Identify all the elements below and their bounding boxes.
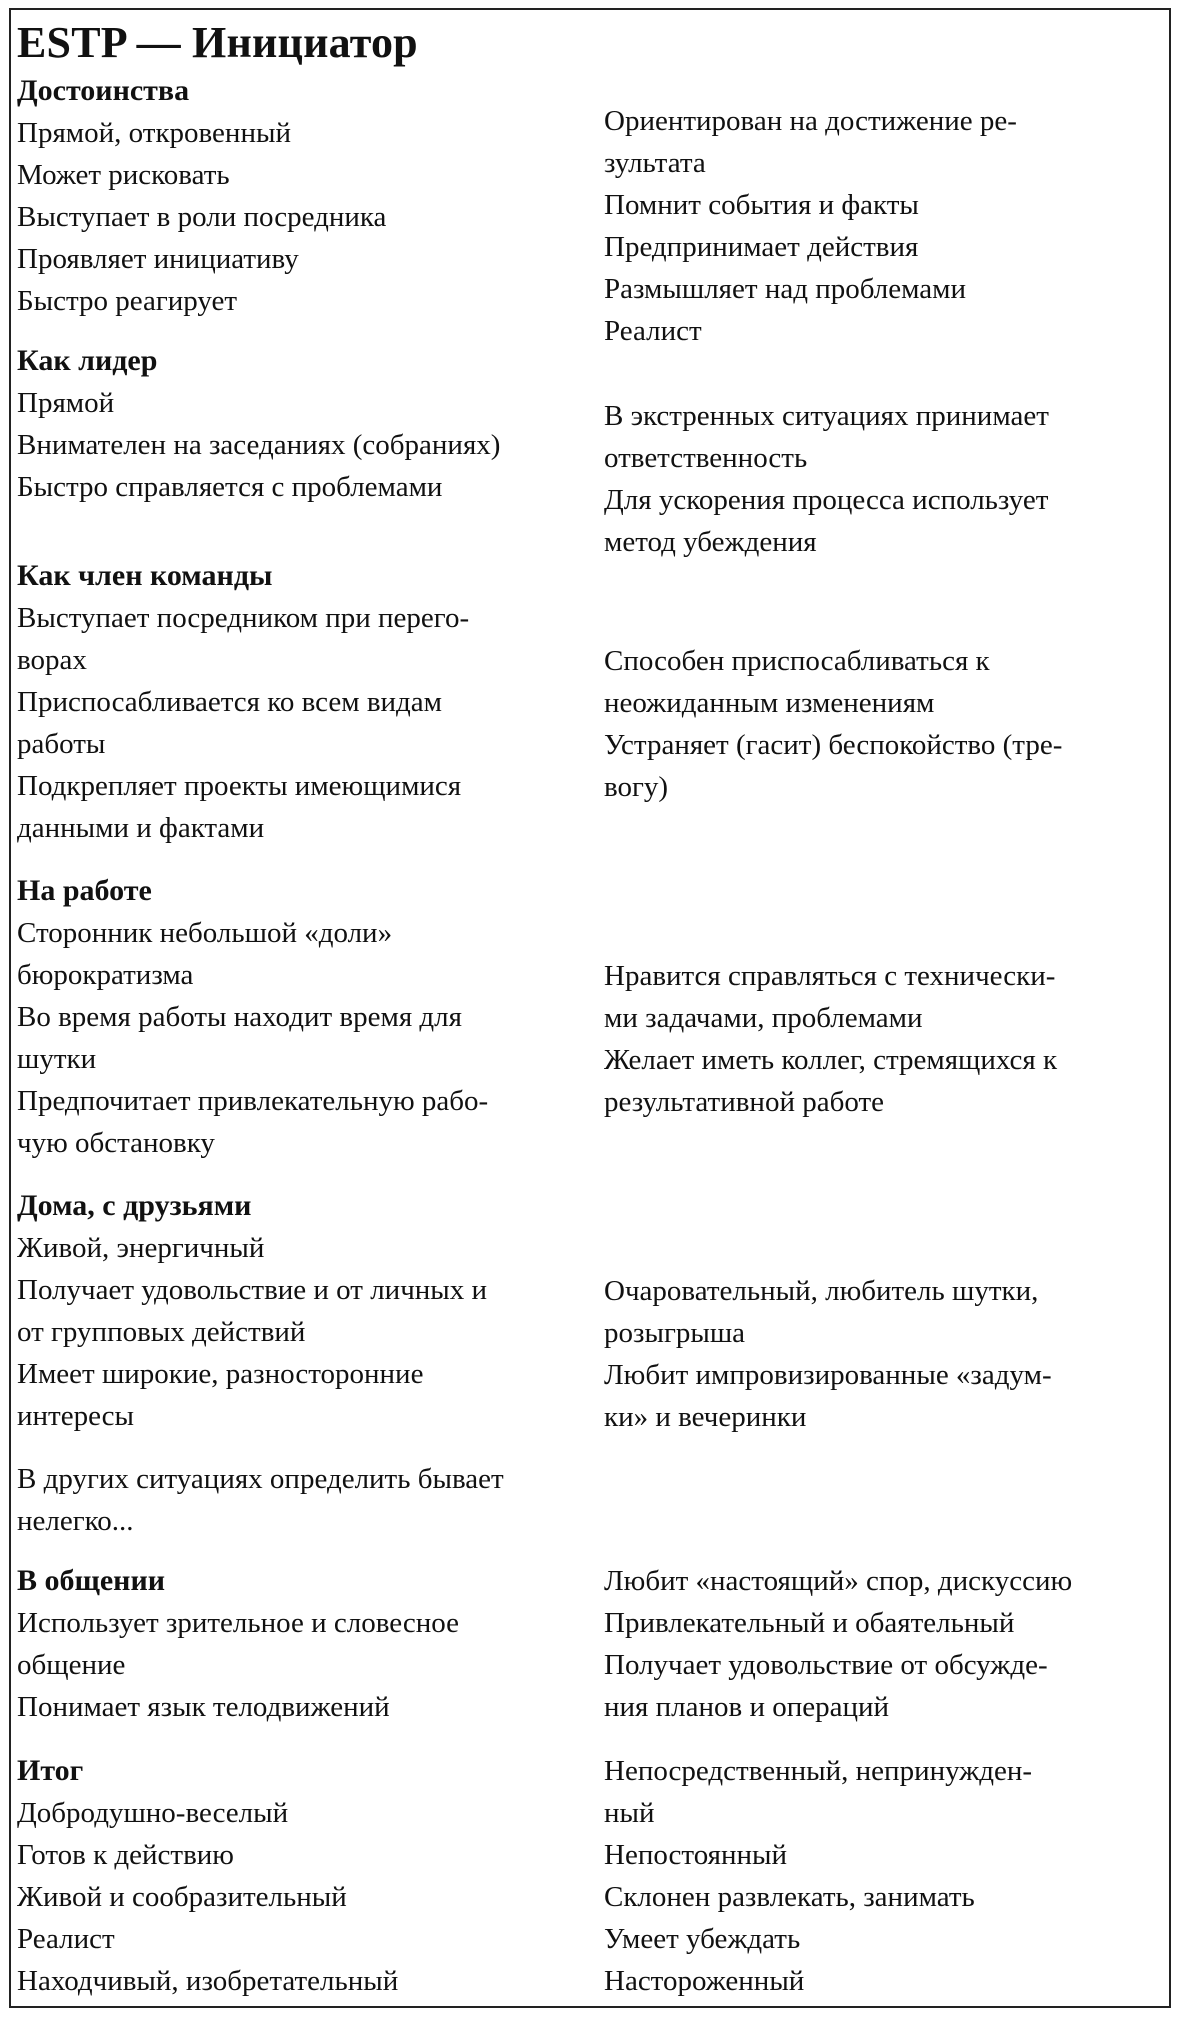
section-heading: Дома, с друзьями (17, 1189, 252, 1222)
list-item: Получает удовольствие и от личных и от групповых действий (17, 1274, 488, 1348)
list-item: Помнит события и факты (604, 189, 919, 221)
left-column (17, 1602, 597, 1728)
right-column (604, 955, 1171, 1123)
list-item: Склонен развлекать, занимать (604, 1881, 975, 1913)
section-heading: Достоинства (17, 74, 190, 107)
right-column (604, 1270, 1171, 1438)
list-item: В экстренных ситуациях принимает ответственность (604, 400, 1049, 474)
list-item: Реалист (17, 1923, 115, 1955)
list-item: Использует зрительное и словесное общение (17, 1607, 459, 1681)
list-item: Во время работы находит время для шутки (17, 1001, 462, 1075)
left-column (17, 112, 597, 322)
list-item: Живой, энергичный (17, 1232, 265, 1264)
list-item: Может рисковать (17, 159, 230, 191)
left-column (17, 1792, 597, 2002)
list-item: Предпочитает привлекательную рабо- чую обстановку (17, 1085, 489, 1159)
list-item: Очаровательный, любитель шутки, розыгрыша (604, 1275, 1039, 1349)
list-item: Непостоянный (604, 1839, 788, 1871)
list-item: Внимателен на заседаниях (собраниях) (17, 429, 501, 461)
list-item: Желает иметь коллег, стремящихся к результативной работе (604, 1044, 1058, 1118)
list-item: Умеет убеждать (604, 1923, 801, 1955)
right-column (604, 1750, 1171, 2002)
note-text: В других ситуациях определить бывает нелегко... (17, 1463, 504, 1537)
right-column (604, 640, 1171, 808)
section-heading: Итог (17, 1754, 84, 1787)
list-item: Ориентирован на достижение ре- зультата (604, 105, 1017, 179)
left-column (17, 597, 597, 849)
list-item: Понимает язык телодвижений (17, 1691, 390, 1723)
list-item: Реалист (604, 315, 702, 347)
list-item: Предпринимает действия (604, 231, 919, 263)
list-item: Непосредственный, непринужден- ный (604, 1755, 1033, 1829)
document-frame (9, 8, 1171, 2008)
list-item: Нравится справляться с технически- ми задачами, проблемами (604, 960, 1056, 1034)
section-heading: Как член команды (17, 559, 273, 592)
list-item: Прямой, откровенный (17, 117, 291, 149)
list-item: Устраняет (гасит) беспокойство (тре- вогу) (604, 729, 1063, 803)
list-item: Любит импровизированные «задум- ки» и вечеринки (604, 1359, 1052, 1433)
page-title: ESTP — Инициатор (17, 18, 418, 67)
left-column (17, 912, 597, 1164)
left-column (17, 382, 597, 508)
list-item: Выступает в роли посредника (17, 201, 387, 233)
list-item: Готов к действию (17, 1839, 234, 1871)
right-column (604, 100, 1171, 352)
list-item: Имеет широкие, разносторонние интересы (17, 1358, 424, 1432)
list-item: Проявляет инициативу (17, 243, 299, 275)
list-item: Находчивый, изобретательный (17, 1965, 399, 1997)
list-item: Подкрепляет проекты имеющимися данными и фактами (17, 770, 462, 844)
section-heading: Как лидер (17, 344, 158, 377)
list-item: Добродушно-веселый (17, 1797, 289, 1829)
list-item: Для ускорения процесса использует метод убеждения (604, 484, 1049, 558)
list-item: Быстро справляется с проблемами (17, 471, 443, 503)
section-heading: В общении (17, 1564, 166, 1597)
left-column (17, 1227, 597, 1437)
list-item: Прямой (17, 387, 115, 419)
list-item: Любит «настоящий» спор, дискуссию (604, 1565, 1073, 1597)
list-item: Приспосабливается ко всем видам работы (17, 686, 443, 760)
list-item: Быстро реагирует (17, 285, 238, 317)
list-item: Настороженный (604, 1965, 805, 1997)
list-item: Сторонник небольшой «доли» бюрократизма (17, 917, 393, 991)
list-item: Размышляет над проблемами (604, 273, 967, 305)
section-heading: На работе (17, 874, 152, 907)
list-item: Способен приспосабливаться к неожиданным изменениям (604, 645, 990, 719)
list-item: Живой и сообразительный (17, 1881, 347, 1913)
list-item: Получает удовольствие от обсужде- ния планов и операций (604, 1649, 1048, 1723)
list-item: Привлекательный и обаятельный (604, 1607, 1015, 1639)
right-column (604, 1560, 1171, 1728)
list-item: Выступает посредником при перего- ворах (17, 602, 470, 676)
right-column (604, 395, 1171, 563)
